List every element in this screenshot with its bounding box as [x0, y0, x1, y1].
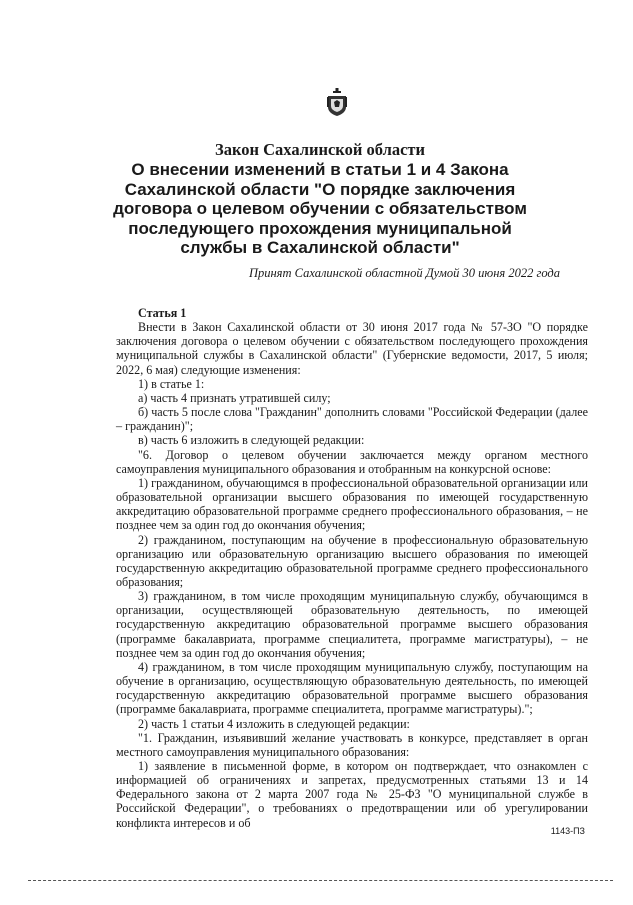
law-title-line: договора о целевом обучении с обязательством [113, 199, 527, 219]
law-title-line: последующего прохождения муниципальной [128, 218, 512, 238]
law-title-line: Сахалинской области "О порядке заключения [124, 179, 516, 199]
paragraph: 2) часть 1 статьи 4 изложить в следующей редакции: [138, 716, 410, 731]
paragraph: 1) гражданином, обучающимся в профессиональной образовательной организации или образовательной организации высшего образования по имеющей государственную аккредитацию образовательной программе среднего профессионального образования, – не позднее чем за один год до окончания обучения; [116, 475, 588, 533]
paragraph: Внести в Закон Сахалинской области от 30 июня 2017 года № 57-ЗО "О порядке заключения договора о целевом обучении с обязательством последующего прохождения муниципальной службы в Сахалинской области" (Губернские ведомости, 2017, 5 июля; 2022, 6 мая) следующие изменения: [116, 320, 588, 377]
paragraph: 1) заявление в письменной форме, в котором он подтверждает, что ознакомлен с информацией об ограничениях и запретах, предусмотренных статьями 13 и 14 Федерального закона от 2 марта 2007 года № 25-ФЗ "О муниципальной службе в Российской Федерации", о требованиях о предотвращении или об урегулировании конфликта интересов и об [116, 759, 588, 830]
document-code: 1143-ПЗ [550, 826, 585, 836]
scan-divider [28, 880, 613, 881]
paragraph: 1) в статье 1: [138, 376, 205, 391]
law-title-line: О внесении изменений в статьи 1 и 4 Закона [131, 160, 509, 179]
paragraph: а) часть 4 признать утратившей силу; [138, 390, 331, 405]
paragraph: 4) гражданином, в том числе проходящим муниципальную службу, поступающим на обучение в организацию, осуществляющую образовательную деятельность, по имеющей государственную аккредитацию образовательной программе высшего образования (программе бакалавриата, программе специалитета, программе магистратуры)."; [116, 659, 588, 717]
paragraph: в) часть 6 изложить в следующей редакции: [138, 433, 365, 448]
paragraph: "1. Гражданин, изъявивший желание участвовать в конкурсе, представляет в орган местного самоуправления муниципального образования: [116, 730, 588, 759]
law-title-line: службы в Сахалинской области" [180, 238, 460, 258]
law-title [90, 160, 550, 258]
law-body [116, 306, 588, 830]
paragraph: 3) гражданином, в том числе проходящим муниципальную службу, обучающимся в организации, осуществляющей образовательную деятельность, по имеющей государственную аккредитацию образовательной программе высшего образования (программе бакалавриата, программе специалитета, программе магистратуры), – не позднее чем за один год до окончания обучения; [116, 589, 588, 660]
coat-of-arms-icon [327, 88, 347, 116]
adoption-note: Принят Сахалинской областной Думой 30 июня 2022 года [248, 266, 560, 280]
paragraph: "6. Договор о целевом обучении заключается между органом местного самоуправления муниципального образования и отобранным на конкурсной основе: [116, 447, 588, 476]
paragraph: б) часть 5 после слова "Гражданин" дополнить словами "Российской Федерации (далее – гражданин)"; [116, 405, 588, 434]
article-heading: Статья 1 [138, 306, 187, 320]
law-region-title: Закон Сахалинской области [214, 140, 426, 159]
paragraph: 2) гражданином, поступающим на обучение в профессиональную образовательную организацию или образовательную организацию высшего образования по имеющей государственную аккредитацию образовательной программе среднего профессионального образования; [116, 532, 588, 589]
